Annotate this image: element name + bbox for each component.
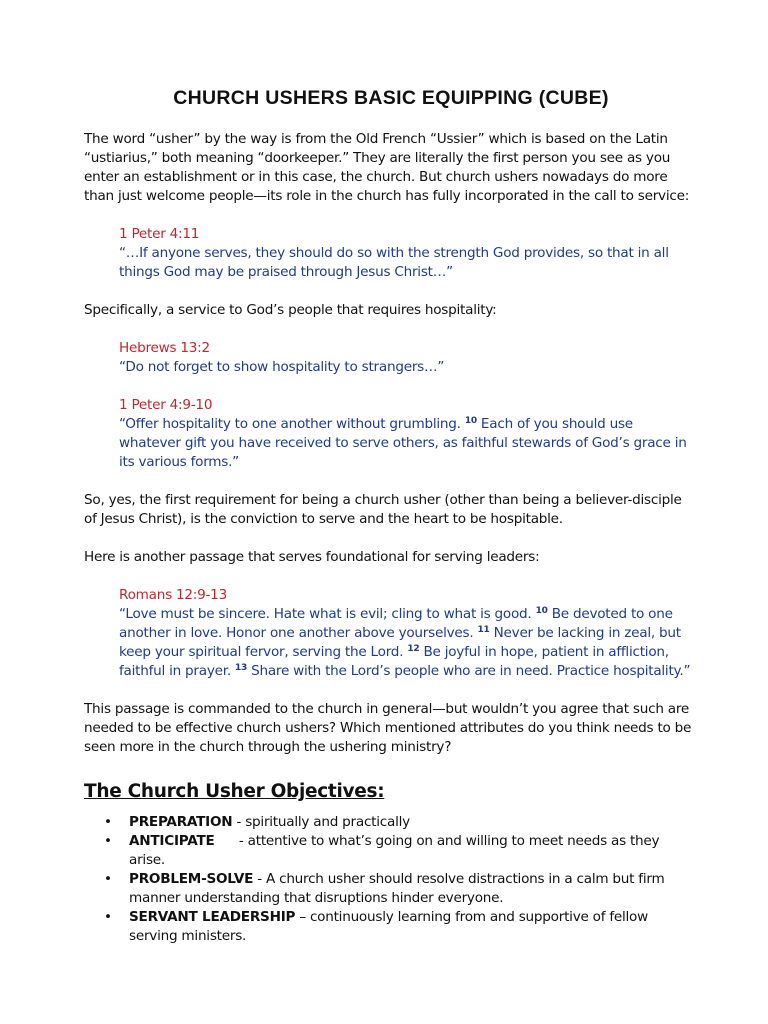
verse-block-2 xyxy=(84,339,698,377)
list-item: • PROBLEM-SOLVE - A church usher should resolve distractions in a calm but firm manner understanding that disruptions hinder everyone. xyxy=(104,871,665,906)
verse-number: 12 xyxy=(407,644,420,654)
paragraph-hospitality: Specifically, a service to God’s people that requires hospitality: xyxy=(84,302,497,318)
bullet-icon: • xyxy=(104,814,112,830)
paragraph-requirement: So, yes, the first requirement for being a church usher (other than being a believer-disciple of Jesus Christ), is the conviction to serve and the heart to be hospitable. xyxy=(84,492,682,527)
verse-number: 11 xyxy=(477,625,490,635)
verse-reference: Romans 12:9-13 xyxy=(119,587,227,603)
bullet-icon: • xyxy=(104,871,112,887)
verse-text: “Offer hospitality to one another without grumbling. $^{10}$ Each of you should use whatever gift you have received to serve others, as faithful stewards of God’s grace in its various forms.” xyxy=(119,416,687,470)
verse-number: 10 xyxy=(535,606,548,616)
page-title: CHURCH USHERS BASIC EQUIPPING (CUBE) xyxy=(173,87,609,109)
paragraph-question: This passage is commanded to the church in general—but wouldn’t you agree that such are needed to be effective church ushers? Which mentioned attributes do you think needs to be seen more in the church through the ushering ministry? xyxy=(84,701,692,755)
verse-text: “Do not forget to show hospitality to strangers…” xyxy=(119,359,445,375)
paragraph-passage-intro: Here is another passage that serves foundational for serving leaders: xyxy=(84,549,540,565)
list-item: • PREPARATION - spiritually and practically xyxy=(104,814,410,830)
verse-number: 13 xyxy=(235,663,248,673)
objectives-heading: The Church Usher Objectives: xyxy=(84,781,385,802)
list-item: • ANTICIPATE - attentive to what’s going on and willing to meet needs as they arise. xyxy=(104,833,660,868)
verse-text: “…If anyone serves, they should do so with the strength God provides, so that in all things God may be praised through Jesus Christ…” xyxy=(119,245,669,280)
verse-block-1 xyxy=(84,225,698,282)
verse-block-4 xyxy=(84,586,698,681)
intro-paragraph: The word “usher” by the way is from the Old French “Ussier” which is based on the Latin “ustiarius,” both meaning “doorkeeper.” They are literally the first person you see as you enter an establishment or in this case, the church. But church ushers nowadays do more than just welcome people—its role in the church has fully incorporated in the call to service: xyxy=(84,131,690,204)
verse-reference: 1 Peter 4:11 xyxy=(119,226,200,242)
bullet-icon: • xyxy=(104,833,112,849)
bullet-icon: • xyxy=(104,909,112,925)
objectives-list xyxy=(84,813,698,946)
verse-reference: 1 Peter 4:9-10 xyxy=(119,397,213,413)
verse-number: 10 xyxy=(464,416,477,426)
verse-reference: Hebrews 13:2 xyxy=(119,340,210,356)
verse-text: “Love must be sincere. Hate what is evil; cling to what is good. $^{10}$ Be devoted to one another in love. Honor one another above yourselves. $^{11}$ Never be lacking in zeal, but keep your spiritual fervor, serving the Lord. $^{12}$ Be joyful in hope, patient in affliction, faithful in prayer. $^{13}$ Share with the Lord’s people who are in need. Practice hospitality.” xyxy=(119,606,691,679)
list-item: • SERVANT LEADERSHIP – continuously learning from and supportive of fellow serving ministers. xyxy=(104,909,648,944)
verse-block-3 xyxy=(84,396,698,472)
